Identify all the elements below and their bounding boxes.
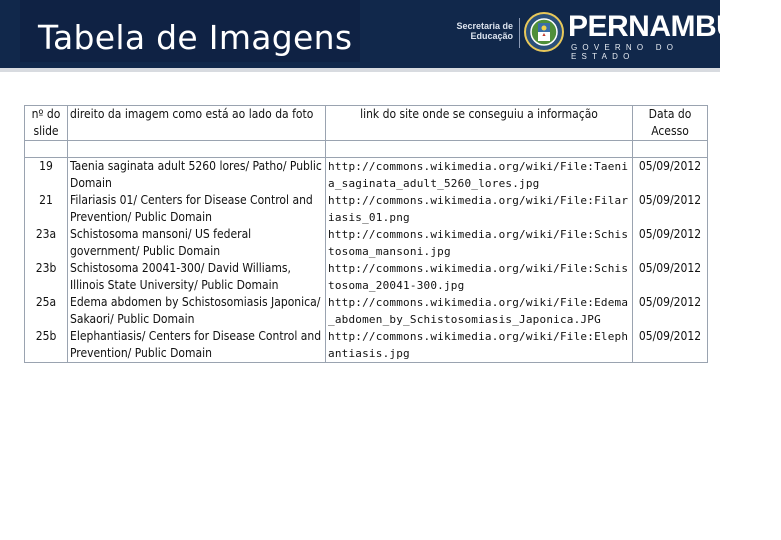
cell-slide: 23b bbox=[25, 260, 68, 294]
col-header-date: Data do Acesso bbox=[633, 106, 708, 141]
cell-slide: 23a bbox=[25, 226, 68, 260]
table-row bbox=[25, 158, 708, 193]
cell-link[interactable]: http://commons.wikimedia.org/wiki/File:Filariasis_01.png bbox=[326, 192, 633, 226]
header-stripe bbox=[0, 68, 720, 72]
brand-subtitle: GOVERNO DO ESTADO bbox=[571, 43, 679, 61]
cell-date: 05/09/2012 bbox=[633, 226, 708, 260]
cell-rights: Elephantiasis/ Centers for Disease Control and Prevention/ Public Domain bbox=[68, 328, 326, 363]
col-header-rights: direito da imagem como está ao lado da foto bbox=[68, 106, 326, 141]
cell-date: 05/09/2012 bbox=[633, 192, 708, 226]
header-banner bbox=[0, 0, 781, 68]
cell-date: 05/09/2012 bbox=[633, 260, 708, 294]
cell-link[interactable]: http://commons.wikimedia.org/wiki/File:Schistosoma_20041-300.jpg bbox=[326, 260, 633, 294]
cell-link[interactable]: http://commons.wikimedia.org/wiki/File:Elephantiasis.jpg bbox=[326, 328, 633, 363]
table-spacer-row bbox=[25, 141, 708, 158]
table-header-row bbox=[25, 106, 708, 141]
cell-date: 05/09/2012 bbox=[633, 158, 708, 193]
table-row bbox=[25, 294, 708, 328]
cell-rights: Taenia saginata adult 5260 lores/ Patho/ Public Domain bbox=[68, 158, 326, 193]
cell-link[interactable]: http://commons.wikimedia.org/wiki/File:Taenia_saginata_adult_5260_lores.jpg bbox=[326, 158, 633, 193]
col-header-slide: nº do slide bbox=[25, 106, 68, 141]
brand-name: PERNAMBUCO bbox=[568, 10, 781, 43]
cell-slide: 25b bbox=[25, 328, 68, 363]
table-row bbox=[25, 226, 708, 260]
state-seal-icon bbox=[523, 11, 565, 53]
cell-date: 05/09/2012 bbox=[633, 294, 708, 328]
table-row bbox=[25, 260, 708, 294]
cell-date: 05/09/2012 bbox=[633, 328, 708, 363]
table-row bbox=[25, 192, 708, 226]
col-header-link: link do site onde se conseguiu a informação bbox=[326, 106, 633, 141]
cell-slide: 19 bbox=[25, 158, 68, 193]
cell-rights: Schistosoma 20041-300/ David Williams, Illinois State University/ Public Domain bbox=[68, 260, 326, 294]
cell-rights: Filariasis 01/ Centers for Disease Control and Prevention/ Public Domain bbox=[68, 192, 326, 226]
cell-link[interactable]: http://commons.wikimedia.org/wiki/File:Edema_abdomen_by_Schistosomiasis_Japonica.JPG bbox=[326, 294, 633, 328]
secretaria-label: Secretaria de Educação bbox=[456, 21, 513, 41]
images-table bbox=[24, 105, 708, 363]
cell-rights: Schistosoma mansoni/ US federal government/ Public Domain bbox=[68, 226, 326, 260]
table-row bbox=[25, 328, 708, 363]
page-title: Tabela de Imagens bbox=[38, 18, 353, 57]
logo-divider bbox=[519, 18, 520, 48]
cell-slide: 25a bbox=[25, 294, 68, 328]
cell-link[interactable]: http://commons.wikimedia.org/wiki/File:Schistosoma_mansoni.jpg bbox=[326, 226, 633, 260]
cell-slide: 21 bbox=[25, 192, 68, 226]
cell-rights: Edema abdomen by Schistosomiasis Japonica/ Sakaori/ Public Domain bbox=[68, 294, 326, 328]
